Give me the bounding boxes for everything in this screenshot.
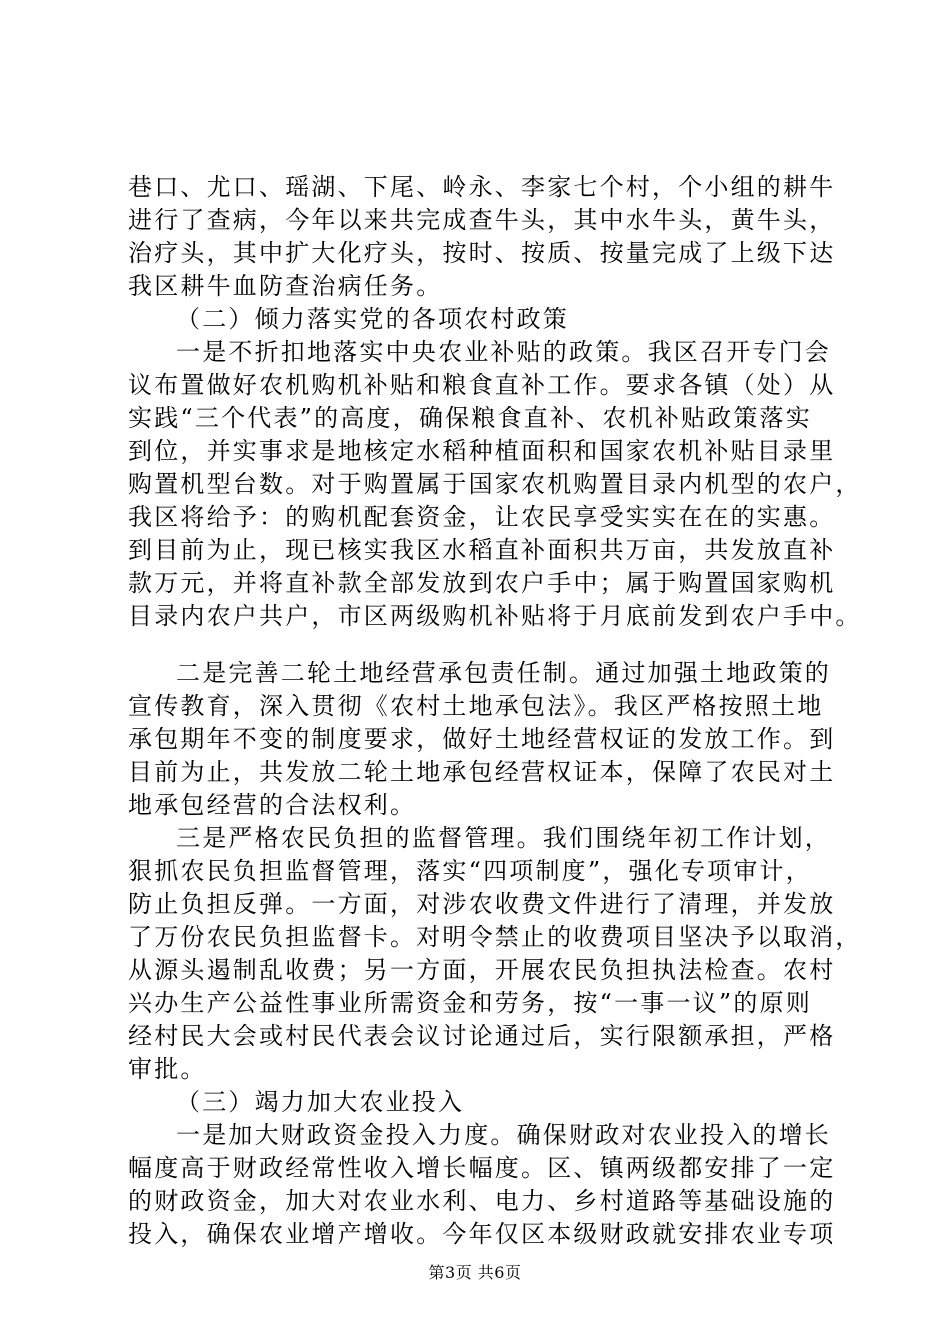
section-heading: （三）竭力加大农业投入	[176, 1088, 465, 1116]
body-line: 治疗头，其中扩大化疗头，按时、按质、按量完成了上级下达	[128, 239, 836, 267]
body-line: 巷口、尤口、瑶湖、下尾、岭永、李家七个村，个小组的耕牛	[128, 173, 836, 201]
body-line: 购置机型台数。对于购置属于国家农机购置目录内机型的农户，	[128, 470, 862, 498]
body-line: 地承包经营的合法权利。	[128, 791, 417, 819]
body-line: 幅度高于财政经常性收入增长幅度。区、镇两级都安排了一定	[128, 1154, 836, 1182]
paragraph-start-line: 二是完善二轮土地经营承包责任制。通过加强土地政策的	[176, 659, 831, 687]
body-line: 投入，确保农业增产增收。今年仅区本级财政就安排农业专项	[128, 1220, 836, 1248]
body-line: 了万份农民负担监督卡。对明令禁止的收费项目坚决予以取消，	[128, 923, 862, 951]
body-line: 经村民大会或村民代表会议讨论通过后，实行限额承担，严格	[128, 1022, 836, 1050]
body-line: 审批。	[128, 1055, 207, 1083]
paragraph-start-line: 三是严格农民负担的监督管理。我们围绕年初工作计划，	[176, 824, 831, 852]
body-line: 实践“三个代表”的高度，确保粮食直补、农机补贴政策落实	[128, 404, 812, 432]
body-line: 目录内农户共户，市区两级购机补贴将于月底前发到农户手中。	[128, 602, 862, 630]
body-line: 狠抓农民负担监督管理，落实“四项制度”，强化专项审计，	[128, 857, 812, 885]
body-line: 进行了查病，今年以来共完成查牛头，其中水牛头，黄牛头，	[128, 206, 836, 234]
paragraph-start-line: 一是加大财政资金投入力度。确保财政对农业投入的增长	[176, 1121, 831, 1149]
body-line: 我区耕牛血防查治病任务。	[128, 272, 443, 300]
body-line: 到目前为止，现已核实我区水稻直补面积共万亩，共发放直补	[128, 536, 836, 564]
page-number-footer: 第3页 共6页	[428, 1263, 522, 1282]
section-heading: （二）倾力落实党的各项农村政策	[176, 305, 569, 333]
body-line: 目前为止，共发放二轮土地承包经营权证本，保障了农民对土	[128, 758, 836, 786]
body-line: 宣传教育，深入贯彻《农村土地承包法》。我区严格按照土地	[128, 692, 824, 720]
body-line: 我区将给予：的购机配套资金，让农民享受实实在在的实惠。	[128, 503, 836, 531]
body-line: 到位，并实事求是地核定水稻种植面积和国家农机补贴目录里	[128, 437, 836, 465]
paragraph-start-line: 一是不折扣地落实中央农业补贴的政策。我区召开专门会	[176, 338, 831, 366]
body-line: 承包期年不变的制度要求，做好土地经营权证的发放工作。到	[128, 725, 836, 753]
body-line: 议布置做好农机购机补贴和粮食直补工作。要求各镇（处）从	[128, 371, 836, 399]
body-line: 从源头遏制乱收费；另一方面，开展农民负担执法检查。农村	[128, 956, 836, 984]
body-line: 的财政资金，加大对农业水利、电力、乡村道路等基础设施的	[128, 1187, 836, 1215]
body-line: 款万元，并将直补款全部发放到农户手中；属于购置国家购机	[128, 569, 836, 597]
body-line: 兴办生产公益性事业所需资金和劳务，按“一事一议”的原则	[128, 989, 812, 1017]
body-line: 防止负担反弹。一方面，对涉农收费文件进行了清理，并发放	[128, 890, 836, 918]
